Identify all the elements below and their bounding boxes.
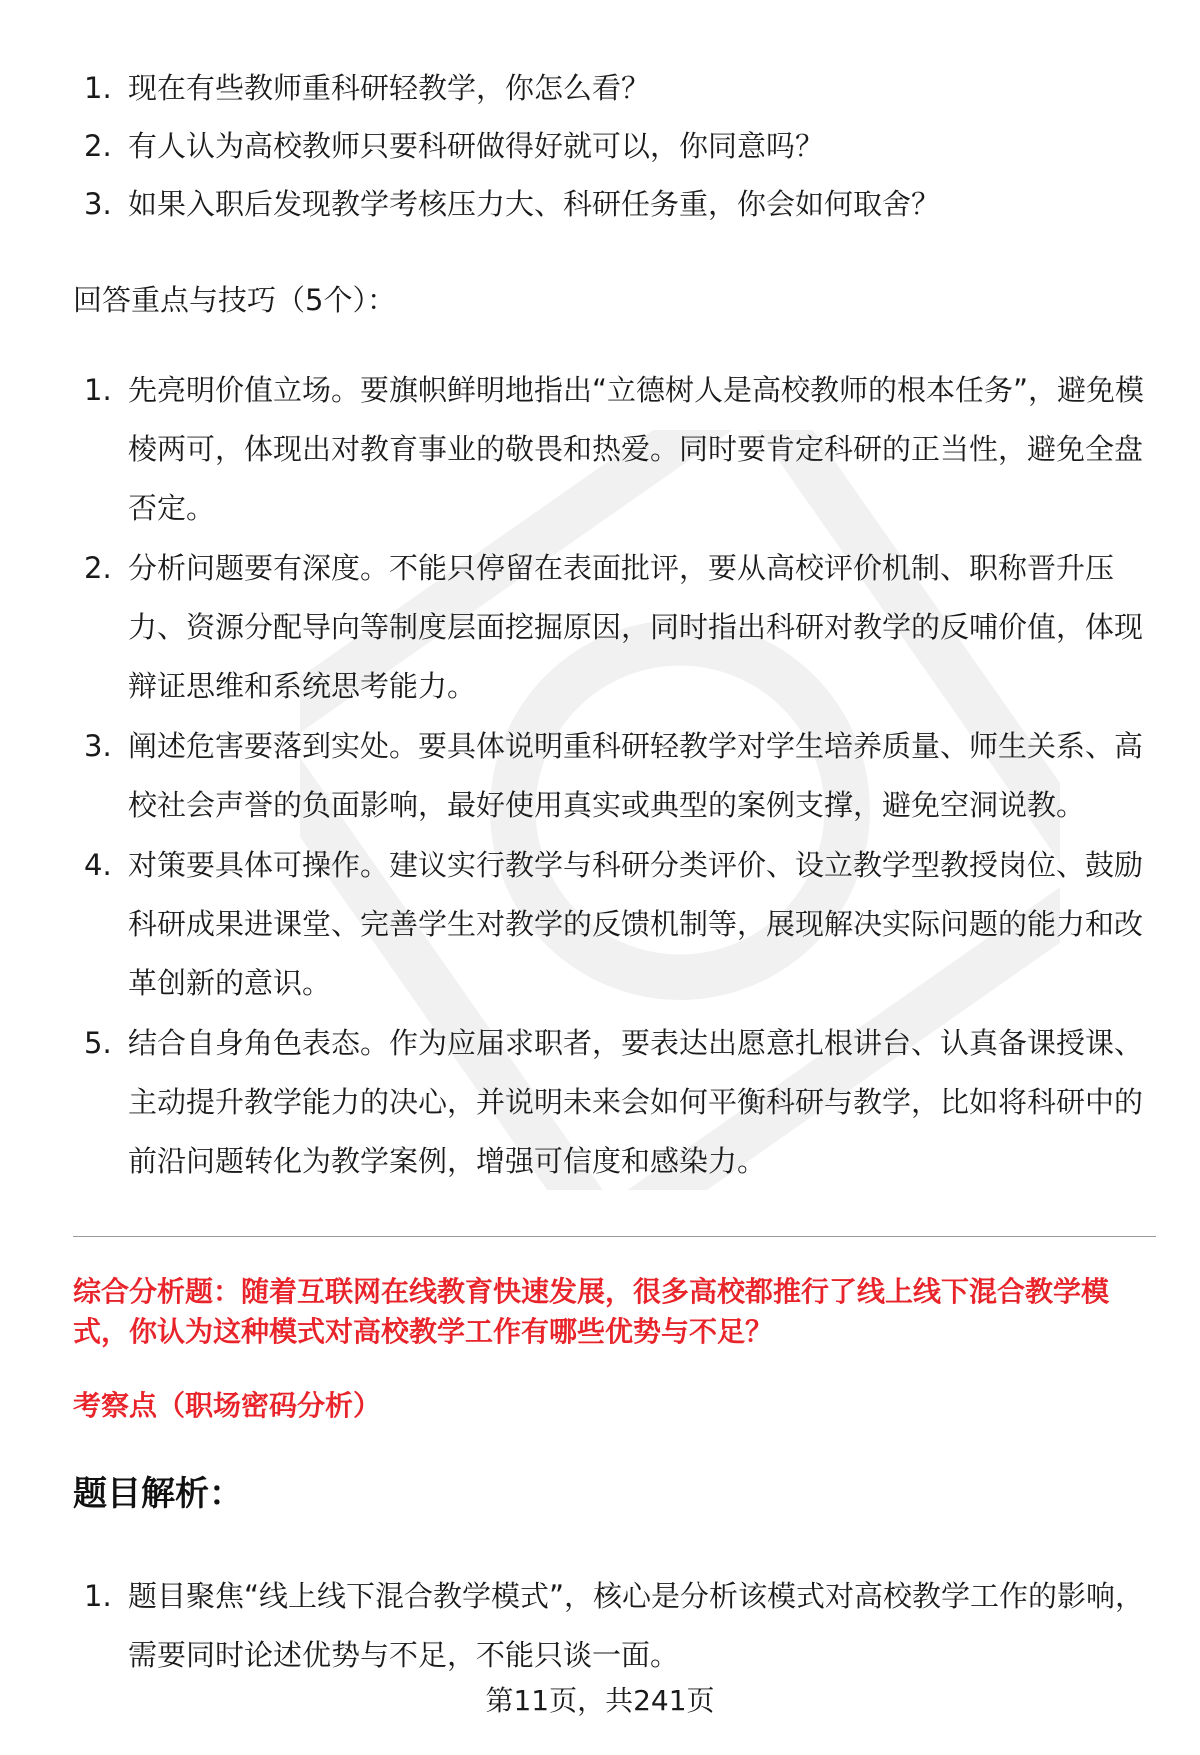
list-number: 1.: [84, 373, 112, 407]
tips-heading: 回答重点与技巧（5个）：: [73, 283, 396, 317]
list-text: 现在有些教师重科研轻教学，你怎么看？: [128, 71, 651, 105]
list-number: 5.: [84, 1026, 112, 1060]
list-text: 分析问题要有深度。不能只停留在表面批评，要从高校评价机制、职称晋升压力、资源分配导向等制度层面挖掘原因，同时指出科研对教学的反哺价值，体现辩证思维和系统思考能力。: [128, 551, 1144, 703]
list-number: 1.: [84, 71, 112, 105]
section-heading: 题目解析：: [73, 1474, 243, 1514]
page-footer: 第11页，共241页: [485, 1684, 715, 1717]
list-text: 结合自身角色表态。作为应届求职者，要表达出愿意扎根讲台、认真备课授课、主动提升教学能力的决心，并说明未来会如何平衡科研与教学，比如将科研中的前沿问题转化为教学案例，增强可信度和感染力。: [128, 1026, 1144, 1178]
list-text: 如果入职后发现教学考核压力大、科研任务重，你会如何取舍？: [128, 187, 941, 221]
list-text: 题目聚焦“线上线下混合教学模式”，核心是分析该模式对高校教学工作的影响，需要同时论述优势与不足，不能只谈一面。: [128, 1579, 1145, 1672]
list-number: 1.: [84, 1579, 112, 1613]
section-divider: [73, 1236, 1156, 1237]
exam-point-label: 考察点（职场密码分析）: [73, 1389, 382, 1422]
list-number: 2.: [84, 129, 112, 163]
list-text: 阐述危害要落到实处。要具体说明重科研轻教学对学生培养质量、师生关系、高校社会声誉的负面影响，最好使用真实或典型的案例支撑，避免空洞说教。: [128, 729, 1144, 822]
list-number: 3.: [84, 729, 112, 763]
list-text: 有人认为高校教师只要科研做得好就可以，你同意吗？: [128, 129, 825, 163]
list-text: 先亮明价值立场。要旗帜鲜明地指出“立德树人是高校教师的根本任务”，避免模棱两可，体现出对教育事业的敬畏和热爱。同时要肯定科研的正当性，避免全盘否定。: [128, 373, 1145, 525]
list-text: 对策要具体可操作。建议实行教学与科研分类评价、设立教学型教授岗位、鼓励科研成果进课堂、完善学生对教学的反馈机制等，展现解决实际问题的能力和改革创新的意识。: [128, 848, 1144, 1000]
list-number: 3.: [84, 187, 112, 221]
analysis-question-title: 综合分析题：随着互联网在线教育快速发展，很多高校都推行了线上线下混合教学模式，你认为这种模式对高校教学工作有哪些优势与不足？: [73, 1275, 1110, 1348]
list-number: 4.: [84, 848, 112, 882]
list-number: 2.: [84, 551, 112, 585]
